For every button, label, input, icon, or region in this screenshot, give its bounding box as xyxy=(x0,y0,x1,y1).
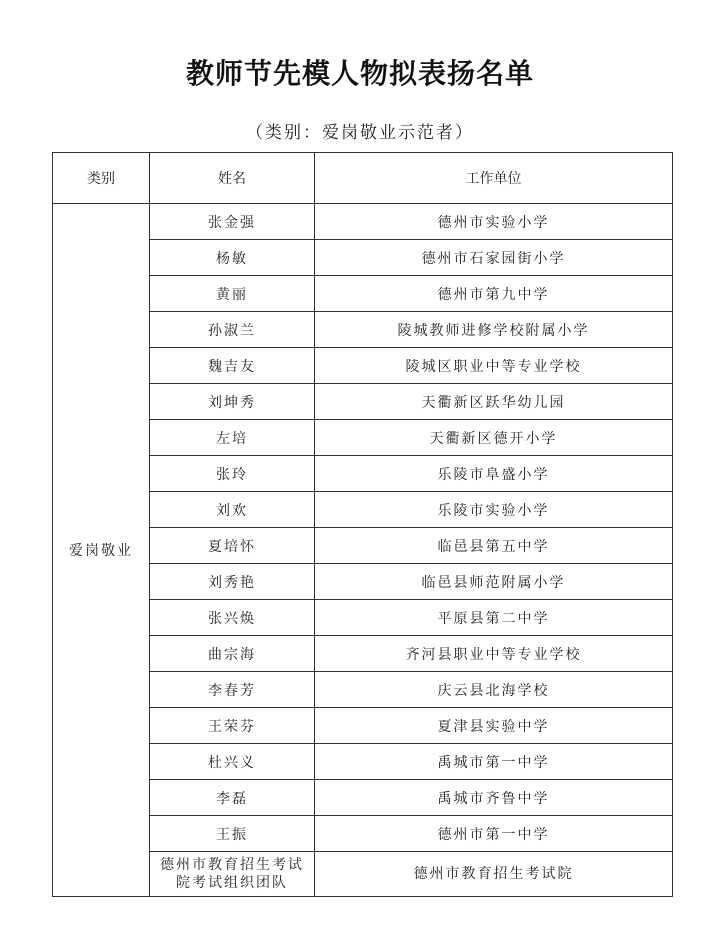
category-cell: 爱岗敬业 xyxy=(53,204,150,897)
name-cell: 王振 xyxy=(150,816,315,852)
table-header-row xyxy=(53,153,673,204)
name-cell: 张兴焕 xyxy=(150,600,315,636)
table-row xyxy=(53,204,673,240)
name-cell: 刘坤秀 xyxy=(150,384,315,420)
name-cell: 杨敏 xyxy=(150,240,315,276)
name-cell: 左培 xyxy=(150,420,315,456)
name-cell: 张金强 xyxy=(150,204,315,240)
name-cell: 魏吉友 xyxy=(150,348,315,384)
page-title: 教师节先模人物拟表扬名单 xyxy=(185,57,534,90)
workplace-cell: 德州市第九中学 xyxy=(315,276,673,312)
name-cell: 孙淑兰 xyxy=(150,312,315,348)
workplace-cell: 德州市实验小学 xyxy=(315,204,673,240)
workplace-cell: 陵城教师进修学校附属小学 xyxy=(315,312,673,348)
workplace-cell: 陵城区职业中等专业学校 xyxy=(315,348,673,384)
name-cell: 刘欢 xyxy=(150,492,315,528)
workplace-cell: 天衢新区德开小学 xyxy=(315,420,673,456)
commendation-table xyxy=(52,152,673,897)
workplace-cell: 临邑县第五中学 xyxy=(315,528,673,564)
workplace-cell: 禹城市齐鲁中学 xyxy=(315,780,673,816)
workplace-cell: 夏津县实验中学 xyxy=(315,708,673,744)
header-workplace: 工作单位 xyxy=(315,153,673,204)
workplace-cell: 德州市教育招生考试院 xyxy=(315,852,673,897)
name-cell: 杜兴义 xyxy=(150,744,315,780)
workplace-cell: 禹城市第一中学 xyxy=(315,744,673,780)
workplace-cell: 临邑县师范附属小学 xyxy=(315,564,673,600)
name-cell: 张玲 xyxy=(150,456,315,492)
header-name: 姓名 xyxy=(150,153,315,204)
workplace-cell: 平原县第二中学 xyxy=(315,600,673,636)
workplace-cell: 庆云县北海学校 xyxy=(315,672,673,708)
workplace-cell: 德州市第一中学 xyxy=(315,816,673,852)
name-cell-line-1: 德州市教育招生考试 xyxy=(160,857,304,873)
workplace-cell: 齐河县职业中等专业学校 xyxy=(315,636,673,672)
header-category: 类别 xyxy=(53,153,150,204)
name-cell xyxy=(150,852,315,897)
name-cell: 李春芳 xyxy=(150,672,315,708)
name-cell: 夏培怀 xyxy=(150,528,315,564)
name-cell: 李磊 xyxy=(150,780,315,816)
name-cell: 黄丽 xyxy=(150,276,315,312)
name-cell: 王荣芬 xyxy=(150,708,315,744)
page-subtitle: （类别：爱岗敬业示范者） xyxy=(246,123,474,143)
name-cell: 曲宗海 xyxy=(150,636,315,672)
workplace-cell: 德州市石家园街小学 xyxy=(315,240,673,276)
workplace-cell: 乐陵市阜盛小学 xyxy=(315,456,673,492)
name-cell: 刘秀艳 xyxy=(150,564,315,600)
name-cell-line-2: 院考试组织团队 xyxy=(176,875,288,891)
workplace-cell: 天衢新区跃华幼儿园 xyxy=(315,384,673,420)
workplace-cell: 乐陵市实验小学 xyxy=(315,492,673,528)
